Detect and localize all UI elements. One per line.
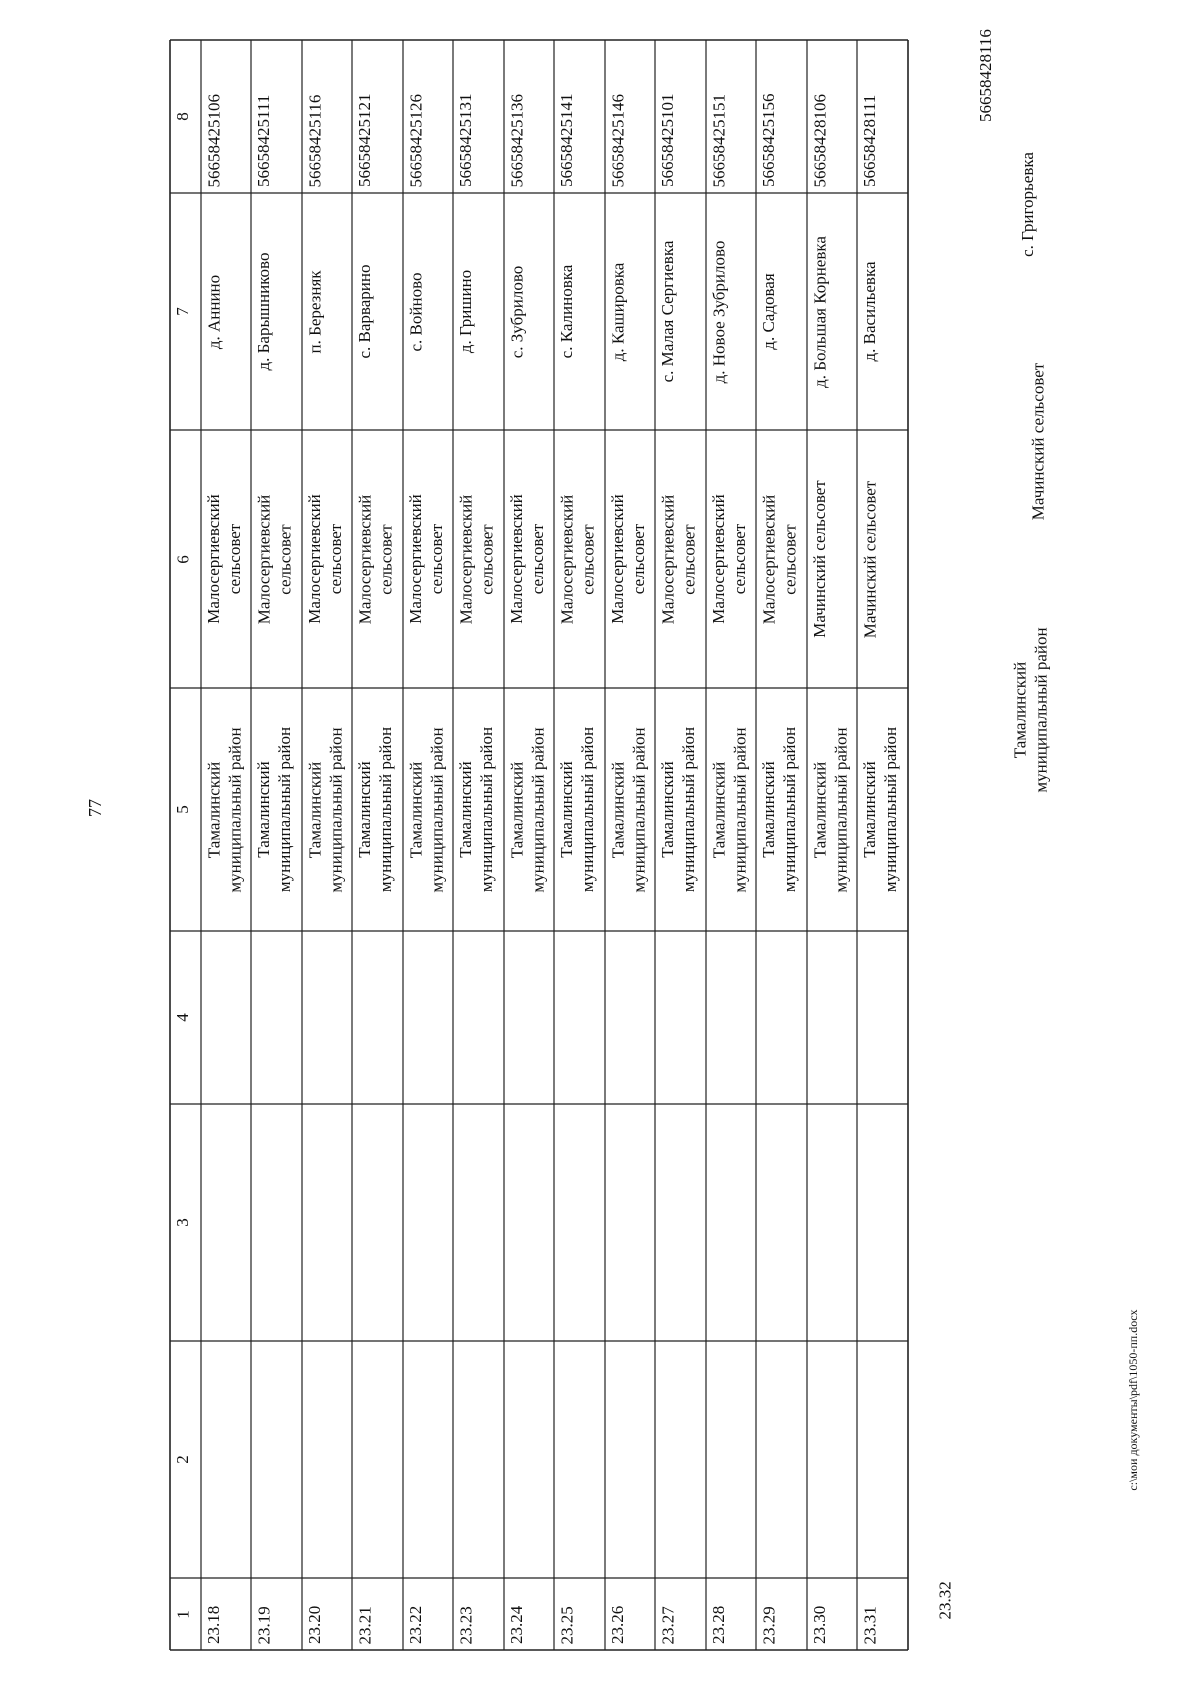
row-7-district [554, 688, 605, 931]
row-10-district-text: Тамалинский муниципальный район [709, 726, 749, 893]
row-7-district-text: Тамалинский муниципальный район [557, 726, 597, 893]
row-6-council [504, 430, 554, 688]
footer-file-path: c:\мои документы\pdf\1050-пп.docx [1126, 1309, 1140, 1491]
row-1-locality [251, 193, 302, 430]
page-number: 77 [85, 799, 105, 817]
row-8-council [605, 430, 655, 688]
row-6-num [504, 1578, 554, 1650]
row-5-council [453, 430, 504, 688]
row-12-district-text: Тамалинский муниципальный район [810, 726, 850, 893]
row-0-locality-text: д. Аннино [204, 274, 223, 349]
row-9-council-text: Малосергиевский сельсовет [658, 494, 698, 624]
row-10-code-text: 56658425151 [709, 93, 728, 187]
row-0-code-text: 56658425106 [204, 93, 223, 187]
row-13-num [857, 1578, 908, 1650]
row-3-num [352, 1578, 403, 1650]
column-number-6 [170, 430, 201, 688]
row-13-locality [857, 193, 908, 430]
row-1-code [251, 40, 302, 193]
row-10-locality-text: д. Новое Зубрилово [709, 240, 728, 383]
row-4-code-text: 56658425126 [406, 93, 425, 187]
column-number-6-text: 6 [173, 554, 192, 564]
row-10-council [706, 430, 756, 688]
row-0-district [201, 688, 251, 931]
row-11-council-text: Малосергиевский сельсовет [759, 494, 799, 624]
row-9-district [655, 688, 706, 931]
row-11-code-text: 56658425156 [759, 93, 778, 187]
row-2-code [302, 40, 352, 193]
row-3-locality-text: с. Варварино [355, 264, 374, 359]
row-14-locality-text: с. Григорьевка [1018, 152, 1037, 257]
column-number-8 [170, 40, 201, 193]
row-11-code [756, 40, 807, 193]
row-2-locality-text: п. Березняк [305, 269, 324, 354]
row-11-locality [756, 193, 807, 430]
row-6-locality [504, 193, 554, 430]
row-11-council [756, 430, 807, 688]
row-10-num [706, 1578, 756, 1650]
row-11-num-text: 23.29 [759, 1605, 778, 1644]
row-6-num-text: 23.24 [507, 1605, 526, 1644]
row-14-district-text: Тамалинский муниципальный район [1010, 627, 1051, 793]
row-13-code [857, 40, 908, 193]
column-number-4 [170, 931, 201, 1104]
column-number-3-text: 3 [173, 1218, 192, 1227]
row-5-code-text: 56658425131 [456, 93, 475, 187]
row-14-code-text: 56658428116 [976, 29, 995, 122]
row-4-council-text: Малосергиевский сельсовет [406, 494, 446, 624]
row-8-council-text: Малосергиевский сельсовет [608, 494, 648, 624]
row-4-district [403, 688, 453, 931]
row-9-locality-text: с. Малая Сергиевка [658, 240, 677, 383]
row-4-num [403, 1578, 453, 1650]
row-3-code [352, 40, 403, 193]
row-5-locality-text: д. Гришино [456, 269, 475, 354]
row-2-council-text: Малосергиевский сельсовет [305, 494, 345, 624]
row-10-num-text: 23.28 [709, 1605, 728, 1644]
row-6-district [504, 688, 554, 931]
column-number-5-text: 5 [173, 805, 192, 814]
row-6-code [504, 40, 554, 193]
row-2-num-text: 23.20 [305, 1605, 324, 1644]
column-number-1-text: 1 [173, 1609, 192, 1619]
row-2-locality [302, 193, 352, 430]
column-number-2-text: 2 [173, 1455, 192, 1464]
row-8-code [605, 40, 655, 193]
row-5-num-text: 23.23 [456, 1605, 475, 1644]
row-10-code [706, 40, 756, 193]
row-11-num [756, 1578, 807, 1650]
row-2-district [302, 688, 352, 931]
row-6-code-text: 56658425136 [507, 93, 526, 187]
row-1-district [251, 688, 302, 931]
row-0-council [201, 430, 251, 688]
row-13-locality-text: д. Васильевка [860, 261, 879, 362]
column-number-5 [170, 688, 201, 931]
row-1-num [251, 1578, 302, 1650]
row-13-council-text: Мачинский сельсовет [860, 480, 879, 638]
row-10-district [706, 688, 756, 931]
row-9-district-text: Тамалинский муниципальный район [658, 726, 698, 893]
row-11-district [756, 688, 807, 931]
row-12-locality-text: д. Большая Корневка [810, 235, 829, 388]
row-4-num-text: 23.22 [406, 1605, 425, 1644]
row-7-council-text: Малосергиевский сельсовет [557, 494, 597, 624]
row-0-num-text: 23.18 [204, 1605, 223, 1644]
column-number-8-text: 8 [173, 112, 192, 121]
row-0-locality [201, 193, 251, 430]
row-2-council [302, 430, 352, 688]
row-1-locality-text: д. Барышниково [254, 252, 273, 371]
row-4-district-text: Тамалинский муниципальный район [406, 726, 446, 893]
row-7-num [554, 1578, 605, 1650]
row-4-code [403, 40, 453, 193]
row-5-num [453, 1578, 504, 1650]
row-4-locality [403, 193, 453, 430]
row-10-locality [706, 193, 756, 430]
row-3-num-text: 23.21 [355, 1605, 374, 1644]
row-3-council-text: Малосергиевский сельсовет [355, 494, 395, 624]
row-8-district-text: Тамалинский муниципальный район [608, 726, 648, 893]
column-number-3 [170, 1104, 201, 1341]
row-4-council [403, 430, 453, 688]
row-10-council-text: Малосергиевский сельсовет [709, 494, 749, 624]
row-5-council-text: Малосергиевский сельсовет [456, 494, 496, 624]
row-0-num [201, 1578, 251, 1650]
row-5-locality [453, 193, 504, 430]
row-3-district [352, 688, 403, 931]
column-number-7 [170, 193, 201, 430]
row-1-council [251, 430, 302, 688]
row-12-council-text: Мачинский сельсовет [810, 480, 829, 638]
column-number-4-text: 4 [173, 1013, 192, 1022]
row-1-council-text: Малосергиевский сельсовет [254, 494, 294, 624]
row-12-locality [807, 193, 857, 430]
row-9-code [655, 40, 706, 193]
row-11-locality-text: д. Садовая [759, 273, 778, 350]
column-number-1 [170, 1578, 201, 1650]
row-2-num [302, 1578, 352, 1650]
row-5-code [453, 40, 504, 193]
row-8-locality-text: д. Кашировка [608, 262, 627, 361]
row-12-num [807, 1578, 857, 1650]
row-12-code-text: 56658428106 [810, 93, 829, 187]
row-2-district-text: Тамалинский муниципальный район [305, 726, 345, 893]
row-9-num-text: 23.27 [658, 1605, 677, 1644]
row-0-district-text: Тамалинский муниципальный район [204, 726, 244, 893]
row-13-council [857, 430, 908, 688]
row-5-district [453, 688, 504, 931]
row-3-council [352, 430, 403, 688]
row-0-council-text: Малосергиевский сельсовет [204, 494, 244, 624]
row-0-code [201, 40, 251, 193]
row-1-num-text: 23.19 [254, 1605, 273, 1644]
row-13-code-text: 56658428111 [860, 94, 879, 187]
row-4-locality-text: с. Войново [406, 272, 425, 351]
row-12-code [807, 40, 857, 193]
row-1-district-text: Тамалинский муниципальный район [254, 726, 294, 893]
row-1-code-text: 56658425111 [254, 94, 273, 187]
row-3-locality [352, 193, 403, 430]
row-9-locality [655, 193, 706, 430]
row-7-code-text: 56658425141 [557, 93, 576, 187]
row-7-code [554, 40, 605, 193]
row-13-district-text: Тамалинский муниципальный район [860, 726, 900, 893]
column-number-2 [170, 1341, 201, 1578]
row-3-code-text: 56658425121 [355, 93, 374, 187]
row-12-num-text: 23.30 [810, 1605, 829, 1644]
row-14-council-text: Мачинский сельсовет [1028, 362, 1048, 521]
row-12-council [807, 430, 857, 688]
row-9-code-text: 56658425101 [658, 93, 677, 187]
row-14-num-text: 23.32 [935, 1581, 955, 1620]
row-8-locality [605, 193, 655, 430]
row-8-code-text: 56658425146 [608, 93, 627, 187]
row-8-district [605, 688, 655, 931]
row-12-district [807, 688, 857, 931]
row-6-district-text: Тамалинский муниципальный район [507, 726, 547, 893]
row-5-district-text: Тамалинский муниципальный район [456, 726, 496, 893]
row-7-locality [554, 193, 605, 430]
row-7-locality-text: с. Калиновка [557, 264, 576, 359]
row-13-num-text: 23.31 [860, 1605, 879, 1644]
row-3-district-text: Тамалинский муниципальный район [355, 726, 395, 893]
row-7-num-text: 23.25 [557, 1605, 576, 1644]
column-number-7-text: 7 [173, 307, 192, 316]
row-9-council [655, 430, 706, 688]
row-7-council [554, 430, 605, 688]
row-8-num-text: 23.26 [608, 1605, 627, 1644]
row-9-num [655, 1578, 706, 1650]
row-6-council-text: Малосергиевский сельсовет [507, 494, 547, 624]
row-6-locality-text: с. Зубрилово [507, 265, 526, 358]
row-13-district [857, 688, 908, 931]
row-2-code-text: 56658425116 [305, 94, 324, 187]
row-8-num [605, 1578, 655, 1650]
row-11-district-text: Тамалинский муниципальный район [759, 726, 799, 893]
